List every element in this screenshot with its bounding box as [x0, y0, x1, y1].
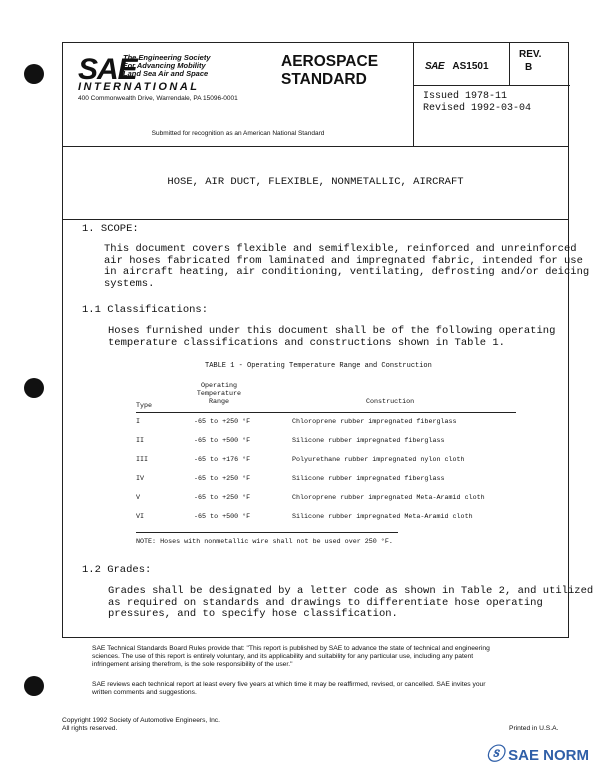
punch-hole-bottom — [24, 676, 44, 696]
table1-header-range: Operating Temperature Range — [196, 382, 242, 406]
sae-norm-logo-icon: ⓢ — [486, 744, 504, 764]
sae-logo: SAE — [78, 53, 137, 86]
copyright: Copyright 1992 Society of Automotive Engineers, Inc. All rights reserved. — [62, 717, 220, 732]
scope-text: This document covers flexible and semiflexible, reinforced and unreinforced air hoses fabricated from laminated and impregnated fabric, intended for use in aircraft heating, air conditioning, ventilating, defrosting and/or deicing systems. — [104, 243, 590, 290]
table1-row: V -65 to +250 °F Chloroprene rubber impregnated Meta-Aramid cloth — [136, 494, 485, 502]
sae-norm-watermark: ⓢ SAE NORM — [486, 744, 590, 764]
org-address: 400 Commonwealth Drive, Warrendale, PA 15096-0001 — [78, 95, 238, 102]
issue-dates: Issued 1978-11 Revised 1992-03-04 — [423, 91, 532, 114]
punch-hole-top — [24, 64, 44, 84]
table1-row: VI -65 to +500 °F Silicone rubber impregnated Meta-Aramid cloth — [136, 513, 473, 521]
board-rules-note: SAE Technical Standards Board Rules provide that: "This report is published by SAE to advance the state of technical and engineering sciences. The use of this report is entirely voluntary, and its applicability and suitability for any particular use, including any patent infringement arising therefrom, is the sole responsibility of the user." — [92, 645, 490, 668]
revision: REV. B — [519, 49, 542, 73]
printed-in: Printed in U.S.A. — [509, 725, 559, 732]
classifications-text: Hoses furnished under this document shall be of the following operating temperature classifications and constructions shown in Table 1. — [108, 325, 556, 349]
grades-text: Grades shall be designated by a letter code as shown in Table 2, and utilized as required on standards and drawings to differentiate hose operating pressures, and to specify hose classification. — [108, 585, 594, 620]
table1-caption: TABLE 1 - Operating Temperature Range and Construction — [205, 362, 432, 370]
table1-row: IV -65 to +250 °F Silicone rubber impregnated fiberglass — [136, 475, 445, 483]
grades-heading: 1.2 Grades: — [82, 564, 152, 576]
review-note: SAE reviews each technical report at least every five years at which time it may be reaffirmed, revised, or cancelled. SAE invites your written comments and suggestions. — [92, 681, 486, 696]
table1-row: III -65 to +176 °F Polyurethane rubber impregnated nylon cloth — [136, 456, 465, 464]
document-type: AEROSPACE STANDARD — [281, 53, 379, 88]
document-number: SAE AS1501 — [425, 61, 489, 72]
org-international: INTERNATIONAL — [78, 81, 200, 93]
classifications-heading: 1.1 Classifications: — [82, 304, 209, 316]
document-title: HOSE, AIR DUCT, FLEXIBLE, NONMETALLIC, AIRCRAFT — [167, 176, 464, 188]
table1-row: I -65 to +250 °F Chloroprene rubber impregnated fiberglass — [136, 418, 457, 426]
org-tagline: The Engineering Society For Advancing Mobility Land Sea Air and Space — [123, 53, 211, 78]
table1-header-type: Type — [136, 402, 153, 410]
table1-row: II -65 to +500 °F Silicone rubber impregnated fiberglass — [136, 437, 445, 445]
table1 — [136, 380, 516, 546]
table1-note: NOTE: Hoses with nonmetallic wire shall not be used over 250 °F. — [136, 538, 393, 546]
scope-heading: 1. SCOPE: — [82, 223, 139, 235]
table1-header-construction: Construction — [366, 398, 415, 406]
submitted-note: Submitted for recognition as an American National Standard — [151, 130, 325, 137]
punch-hole-middle — [24, 378, 44, 398]
